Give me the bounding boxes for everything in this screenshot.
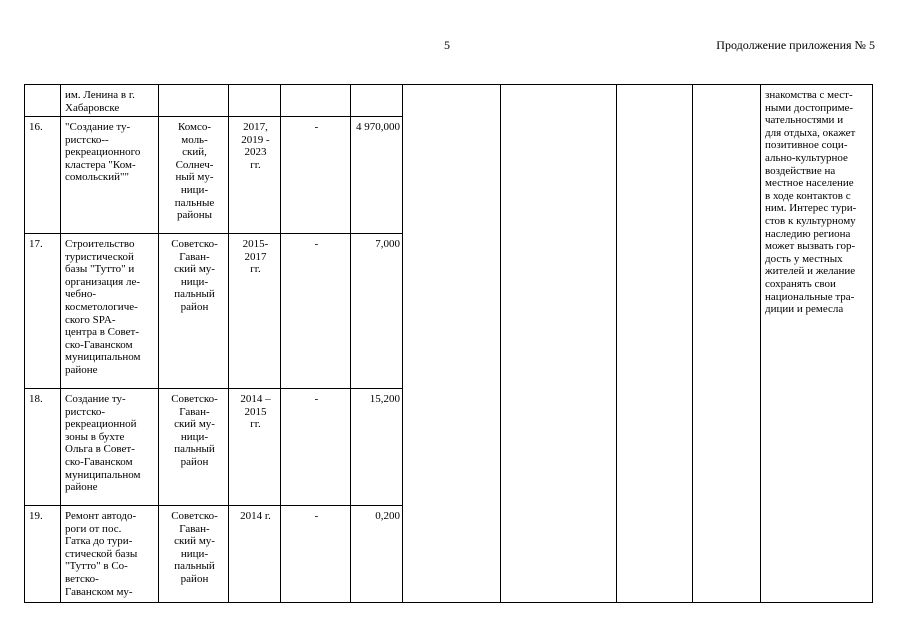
- row-number-cell: 18.: [25, 389, 61, 506]
- row-number-cell: 17.: [25, 234, 61, 389]
- project-name-cell: им. Ленина в г. Хабаровске: [61, 85, 159, 117]
- amount-cell: 0,200: [351, 506, 403, 603]
- territory-cell: [159, 85, 229, 117]
- row-number-cell: 19.: [25, 506, 61, 603]
- empty-column-cell: [693, 85, 761, 603]
- dash-cell: -: [281, 506, 351, 603]
- project-name-cell: Строительство туристической базы "Тутто" и организация ле- чебно- косметологиче- ского SPA- центра в Совет- ско-Гаванском муниципальном районе: [61, 234, 159, 389]
- territory-cell: Советско- Гаван- ский му- ници- пальный район: [159, 506, 229, 603]
- dash-cell: -: [281, 389, 351, 506]
- empty-column-cell: [501, 85, 617, 603]
- expected-effect-cell: знакомства с мест- ными достоприме- чательностями и для отдыха, окажет позитивное соци- ально-культурное воздействие на местное население в ходе контактов с ним. Интерес тури- стов к культурному наследию региона может вызвать гор- дость у местных жителей и желание сохранять свои национальные тра- диции и ремесла: [761, 85, 873, 603]
- dash-cell: -: [281, 117, 351, 234]
- project-name-cell: Создание ту- ристско- рекреационной зоны в бухте Ольга в Совет- ско-Гаванском муниципальном районе: [61, 389, 159, 506]
- territory-cell: Советско- Гаван- ский му- ници- пальный район: [159, 234, 229, 389]
- empty-column-cell: [403, 85, 501, 603]
- empty-column-cell: [617, 85, 693, 603]
- dash-cell: [281, 85, 351, 117]
- row-number-cell: [25, 85, 61, 117]
- territory-cell: Комсо- моль- ский, Солнеч- ный му- ници- пальные районы: [159, 117, 229, 234]
- amount-cell: 4 970,000: [351, 117, 403, 234]
- appendix-continuation-label: Продолжение приложения № 5: [716, 38, 875, 52]
- dash-cell: -: [281, 234, 351, 389]
- row-number-cell: 16.: [25, 117, 61, 234]
- amount-cell: [351, 85, 403, 117]
- amount-cell: 15,200: [351, 389, 403, 506]
- period-cell: 2017, 2019 - 2023 гг.: [229, 117, 281, 234]
- period-cell: 2014 г.: [229, 506, 281, 603]
- project-name-cell: "Создание ту- ристско-- рекреационного кластера "Ком- сомольский"": [61, 117, 159, 234]
- period-cell: 2014 – 2015 гг.: [229, 389, 281, 506]
- projects-table: [24, 84, 873, 603]
- project-name-cell: Ремонт автодо- роги от пос. Гатка до тури- стической базы "Тутто" в Со- ветско- Гаванском му-: [61, 506, 159, 603]
- period-cell: 2015- 2017 гг.: [229, 234, 281, 389]
- table-row: [25, 85, 873, 117]
- page-number: 5: [444, 38, 450, 52]
- territory-cell: Советско- Гаван- ский му- ници- пальный район: [159, 389, 229, 506]
- amount-cell: 7,000: [351, 234, 403, 389]
- period-cell: [229, 85, 281, 117]
